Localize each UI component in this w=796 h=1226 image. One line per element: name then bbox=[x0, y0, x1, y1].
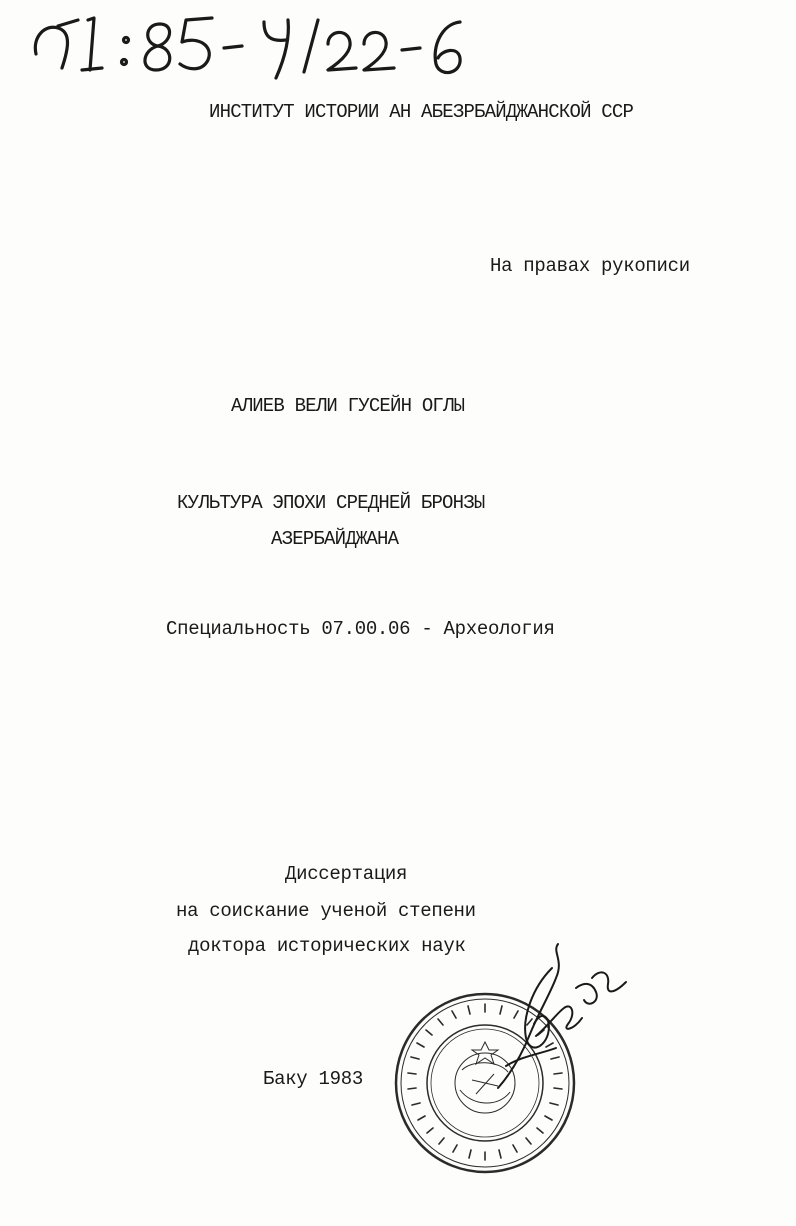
city-year: Баку 1983 bbox=[263, 1068, 363, 1090]
dissertation-title-line-1: КУЛЬТУРА ЭПОХИ СРЕДНЕЙ БРОНЗЫ bbox=[177, 492, 485, 514]
handwritten-archive-code bbox=[28, 6, 468, 86]
dissertation-label: Диссертация bbox=[285, 863, 408, 885]
handwritten-code-icon bbox=[28, 6, 468, 86]
signature-icon bbox=[492, 938, 632, 1098]
doctor-line: доктора исторических наук bbox=[188, 935, 466, 957]
degree-line: на соискание ученой степени bbox=[176, 900, 476, 922]
manuscript-rights-note: На правах рукописи bbox=[490, 255, 690, 277]
specialty: Специальность 07.00.06 - Археология bbox=[166, 618, 555, 640]
signature bbox=[492, 938, 632, 1098]
institute-name: ИНСТИТУТ ИСТОРИИ АН АБЕЗРБАЙДЖАНСКОЙ ССР bbox=[209, 101, 634, 123]
author-name: АЛИЕВ ВЕЛИ ГУСЕЙН ОГЛЫ bbox=[231, 395, 465, 417]
dissertation-title-line-2: АЗЕРБАЙДЖАНА bbox=[271, 528, 399, 550]
